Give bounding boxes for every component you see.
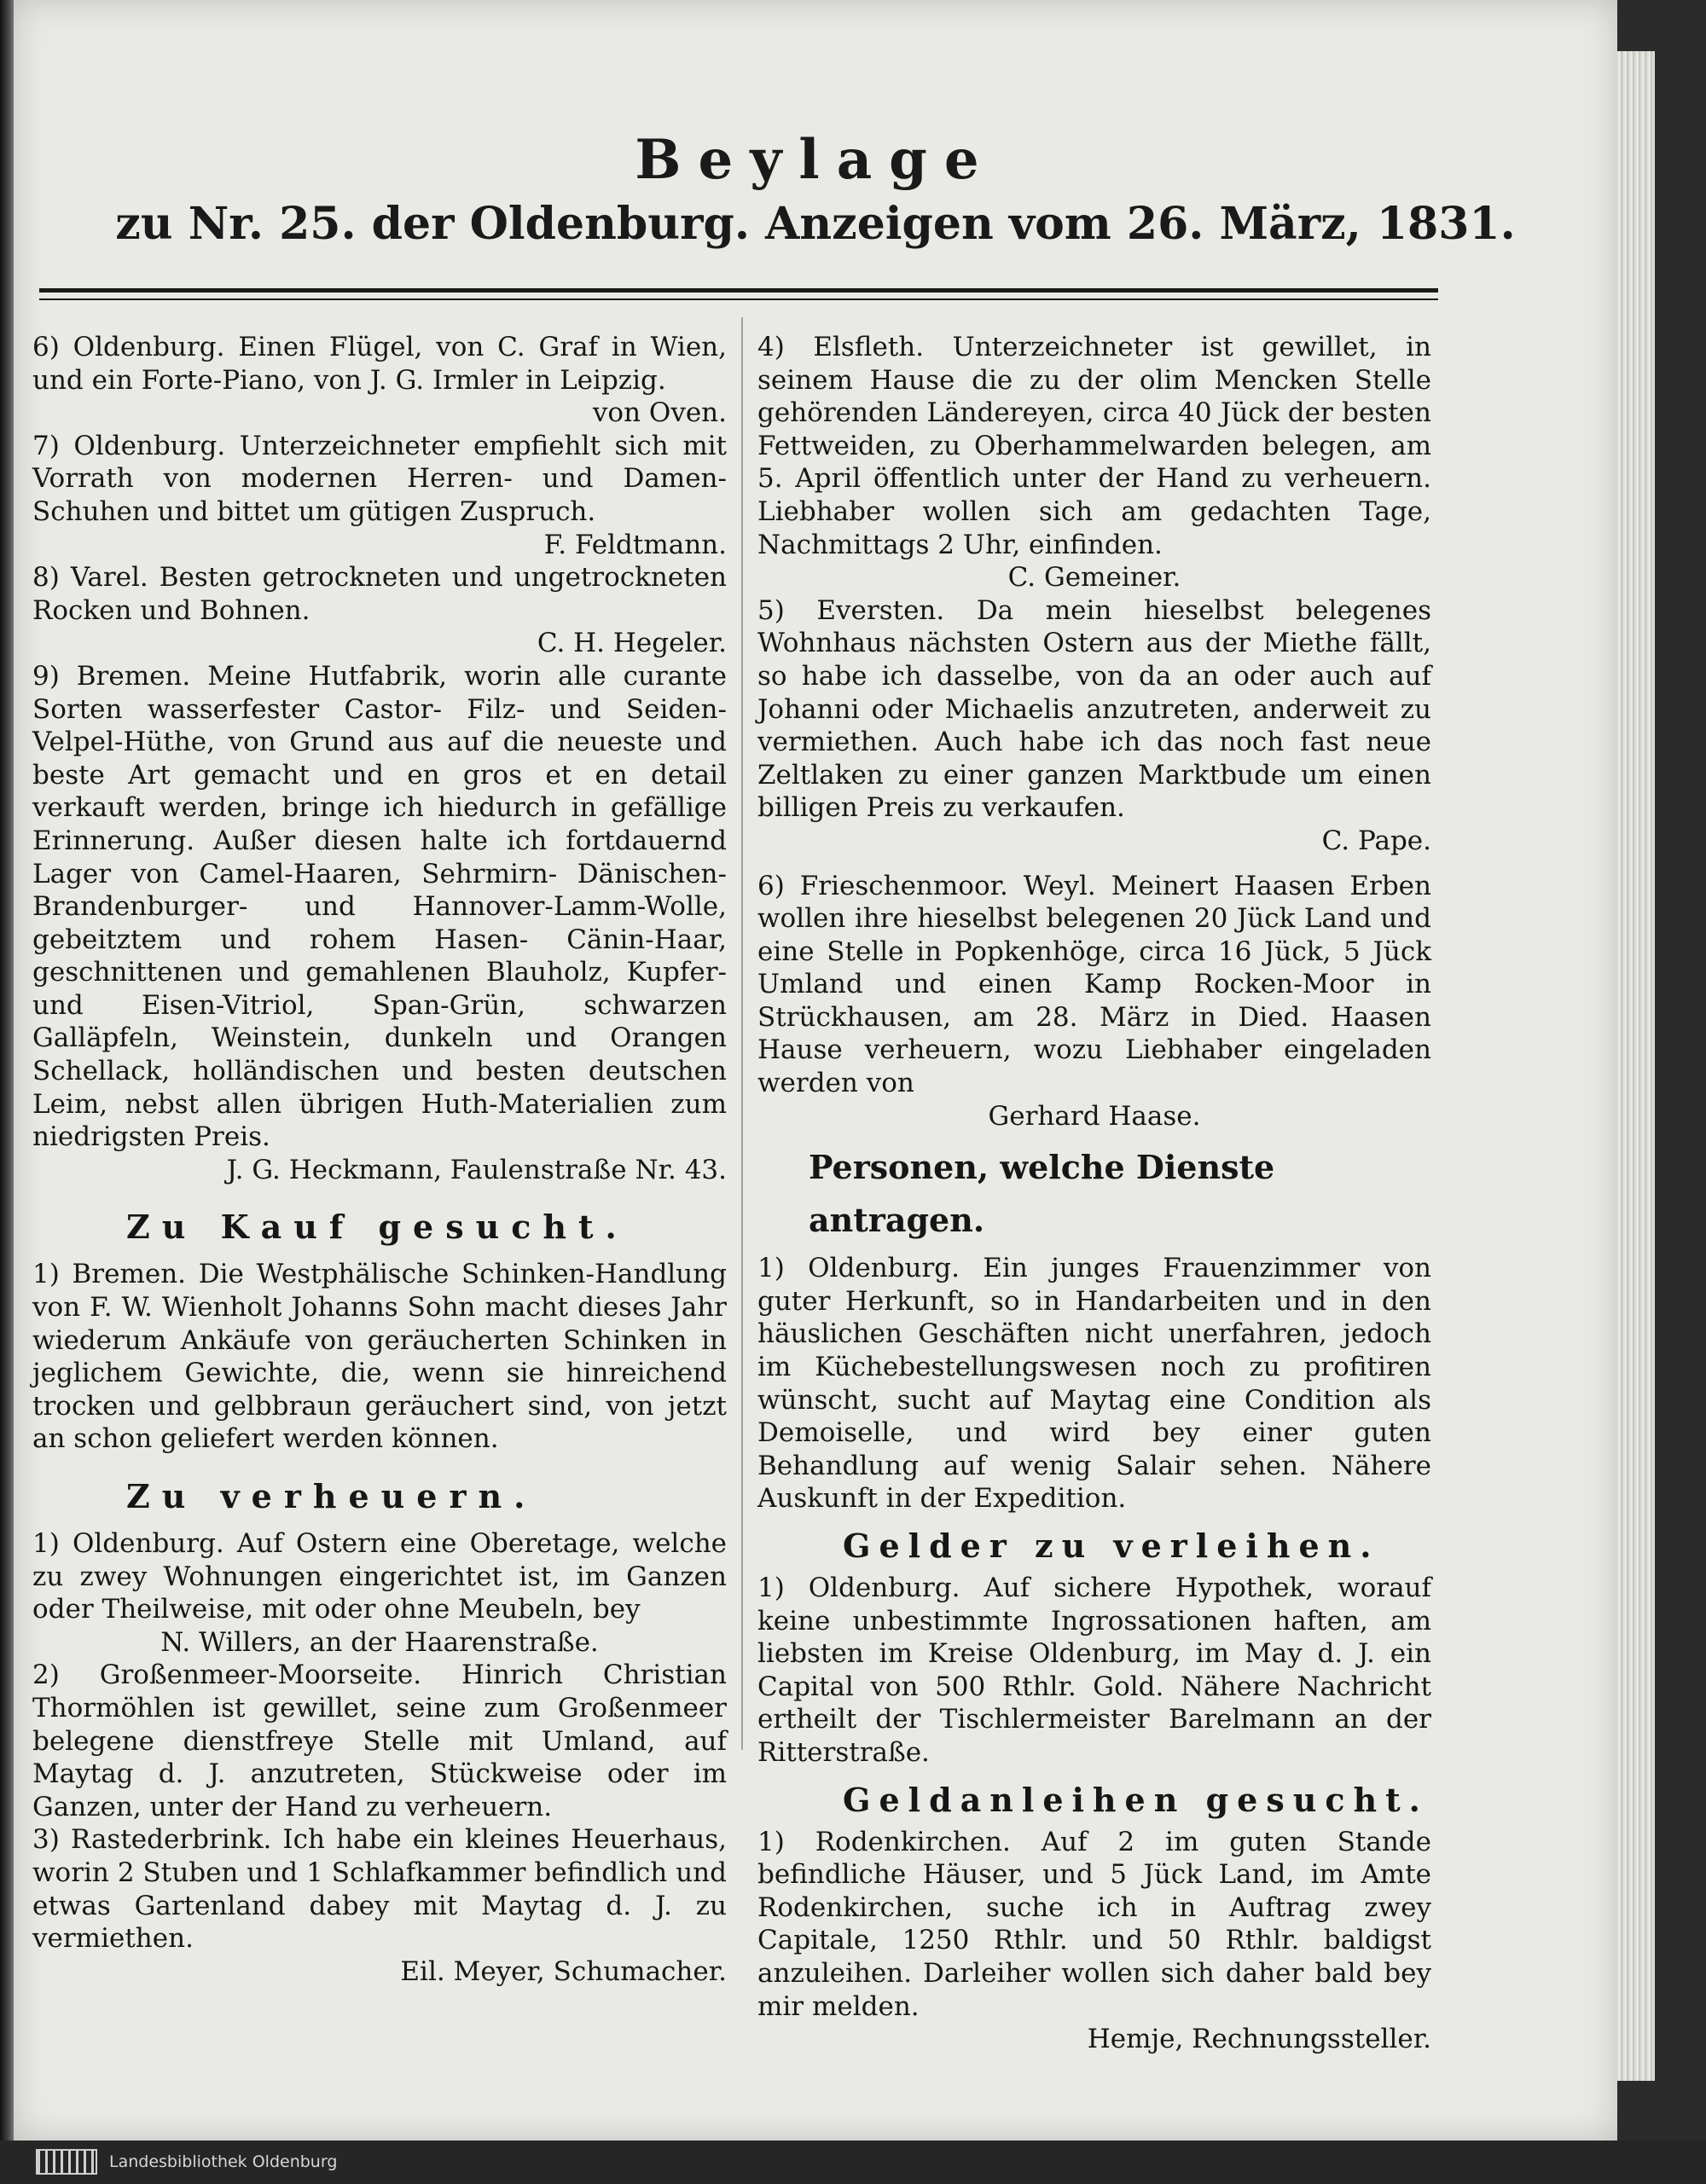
right-column (757, 331, 1431, 2056)
signature: Hemje, Rechnungssteller. (1087, 2024, 1431, 2055)
signature: Eil. Meyer, Schumacher. (400, 1955, 727, 1987)
signature: C. Gemeiner. (1007, 562, 1181, 594)
section-heading-gelder: Gelder zu verleihen. (843, 1526, 1380, 1565)
notice-5-eversten: 5) Eversten. Da mein hieselbst belegenes Wohnhaus nächsten Ostern aus der Miethe fällt, so habe ich dasselbe, von da an oder auch auf Johanni oder Michaelis anzutreten, anderweit zu vermiethen. Auch habe ich das noch fast neue Zeltlaken zu einer ganzen Marktbude um einen billigen Preis zu verkaufen. (757, 594, 1431, 824)
spacer (757, 858, 1431, 870)
signature: von Oven. (592, 397, 727, 429)
title-rule-thin (39, 298, 1438, 300)
signature: Gerhard Haase. (988, 1100, 1201, 1132)
signature: N. Willers, an der Haarenstraße. (160, 1626, 599, 1658)
notice-6-frieschenmoor: 6) Frieschenmoor. Weyl. Meinert Haasen Erben wollen ihre hieselbst belegenen 20 Jück Land und eine Stelle in Popkenhöge, circa 16 Jück, 5 Jück Umland und einen Kamp Rocken-Moor in Strückhausen, am 28. März in Died. Haasen Hause verheuern, wozu Liebhaber eingeladen werden von (757, 870, 1431, 1099)
notice-6-oldenburg: 6) Oldenburg. Einen Flügel, von C. Graf in Wien, und ein Forte-Piano, von J. G. Irmler in Leipzig. (32, 332, 727, 396)
column-separator (741, 317, 743, 1750)
notice-verheuern-2-grossenmeer: 2) Großenmeer-Moorseite. Hinrich Christian Thormöhlen ist gewillet, seine zum Großenmeer belegene dienstfreye Stelle mit Umland, auf Maytag d. J. anzutreten, Stückweise oder im Ganzen, unter der Hand zu verheuern. (32, 1660, 727, 1822)
section-heading-verheuern: Zu verheuern. (126, 1477, 537, 1515)
scan-background-right (1655, 0, 1706, 2141)
notice-4-elsfleth: 4) Elsfleth. Unterzeichneter ist gewillet, in seinem Hause die zu der olim Mencken Stelle gehörenden Ländereyen, circa 40 Jück der besten Fettweiden, zu Oberhammelwarden belegen, am 5. April öffentlich unter der Hand zu verheuern. Liebhaber wollen sich am gedachten Tage, Nachmittags 2 Uhr, einfinden. (757, 332, 1431, 560)
notice-8-varel: 8) Varel. Besten getrockneten und ungetrockneten Rocken und Bohnen. (32, 562, 727, 626)
left-column (32, 331, 727, 1988)
newspaper-page (14, 0, 1617, 2141)
signature: F. Feldtmann. (543, 529, 727, 560)
notice-dienste-1-oldenburg: 1) Oldenburg. Ein junges Frauenzimmer von guter Herkunft, so in Handarbeiten und in den häuslichen Geschäften nicht unerfahren, jedoch im Küchebestellungswesen noch zu profitiren wünscht, sucht auf Maytag eine Condition als Demoiselle, und wird bey einer guten Behandlung auf wenig Salair sehen. Nähere Auskunft in der Expedition. (757, 1253, 1431, 1515)
signature: C. Pape. (1321, 825, 1431, 856)
section-heading-anleihen: Geldanleihen gesucht. (843, 1780, 1429, 1819)
page-edge-stack (1617, 51, 1655, 2081)
notice-9-bremen: 9) Bremen. Meine Hutfabrik, worin alle curante Sorten wasserfester Castor- Filz- und Seiden-Velpel-Hüthe, von Grund aus auf die neueste und beste Art gemacht und en gros et en detail verkauft werden, bringe ich hiedurch in gefällige Erinnerung. Außer diesen halte ich fortdauernd Lager von Camel-Haaren, Sehrmirn- Dänischen- Brandenburger- und Hannover-Lamm-Wolle, gebeitztem und rohem Hasen- Cänin-Haar, geschnittenen und gemahlenen Blauholz, Kupfer- und Eisen-Vitriol, Span-Grün, schwarzen Galläpfeln, Weinstein, dunkeln und Orangen Schellack, holländischen und besten deutschen Leim, nebst allen übrigen Huth-Materialien zum niedrigsten Preis. (32, 660, 727, 1153)
notice-7-oldenburg: 7) Oldenburg. Unterzeichneter empfiehlt sich mit Vorrath von modernen Herren- und Damen-Schuhen und bittet um gütigen Zuspruch. (32, 430, 727, 527)
library-name: Landesbibliothek Oldenburg (109, 2152, 338, 2171)
notice-verheuern-3-rastederbrink: 3) Rastederbrink. Ich habe ein kleines Heuerhaus, worin 2 Stuben und 1 Schlafkammer befindlich und etwas Gartenland dabey mit Maytag d. J. zu vermiethen. (32, 1824, 727, 1955)
notice-kauf-1-bremen: 1) Bremen. Die Westphälische Schinken-Handlung von F. W. Wienholt Johanns Sohn macht dieses Jahr wiederum Ankäufe von geräucherten Schinken in jeglichem Gewichte, die, wenn sie hinreichend trocken und gelbbraun geräuchert sind, von jetzt an schon geliefert werden können. (32, 1259, 727, 1455)
title-rule-thick (39, 288, 1438, 293)
library-logo-icon (36, 2149, 97, 2175)
notice-anleihen-1-rodenkirchen: 1) Rodenkirchen. Auf 2 im guten Stande befindliche Häuser, und 5 Jück Land, im Amte Rodenkirchen, suche ich in Auftrag zwey Capitale, 1250 Rthlr. und 50 Rthlr. baldigst anzuleihen. Darleiher wollen sich daher bald bey mir melden. (757, 1826, 1431, 2022)
page-title: Beylage (635, 128, 996, 192)
signature: J. G. Heckmann, Faulenstraße Nr. 43. (226, 1154, 727, 1185)
page-subtitle: zu Nr. 25. der Oldenburg. Anzeigen vom 26. März, 1831. (115, 198, 1516, 250)
section-heading-kauf: Zu Kauf gesucht. (126, 1208, 629, 1247)
notice-gelder-1-oldenburg: 1) Oldenburg. Auf sichere Hypothek, worauf keine unbestimmte Ingrossationen haften, am liebsten im Kreise Oldenburg, im May d. J. ein Capital von 500 Rthlr. Gold. Nähere Nachricht ertheilt der Tischlermeister Barelmann an der Ritterstraße. (757, 1573, 1431, 1768)
notice-verheuern-1-oldenburg: 1) Oldenburg. Auf Ostern eine Oberetage, welche zu zwey Wohnungen eingerichtet ist, im Ganzen oder Theilweise, mit oder ohne Meubeln, bey (32, 1528, 727, 1625)
section-heading-dienste: Personen, welche Dienste antragen. (809, 1148, 1275, 1240)
signature: C. H. Hegeler. (537, 628, 727, 659)
scan-binding-shadow (0, 0, 14, 2141)
